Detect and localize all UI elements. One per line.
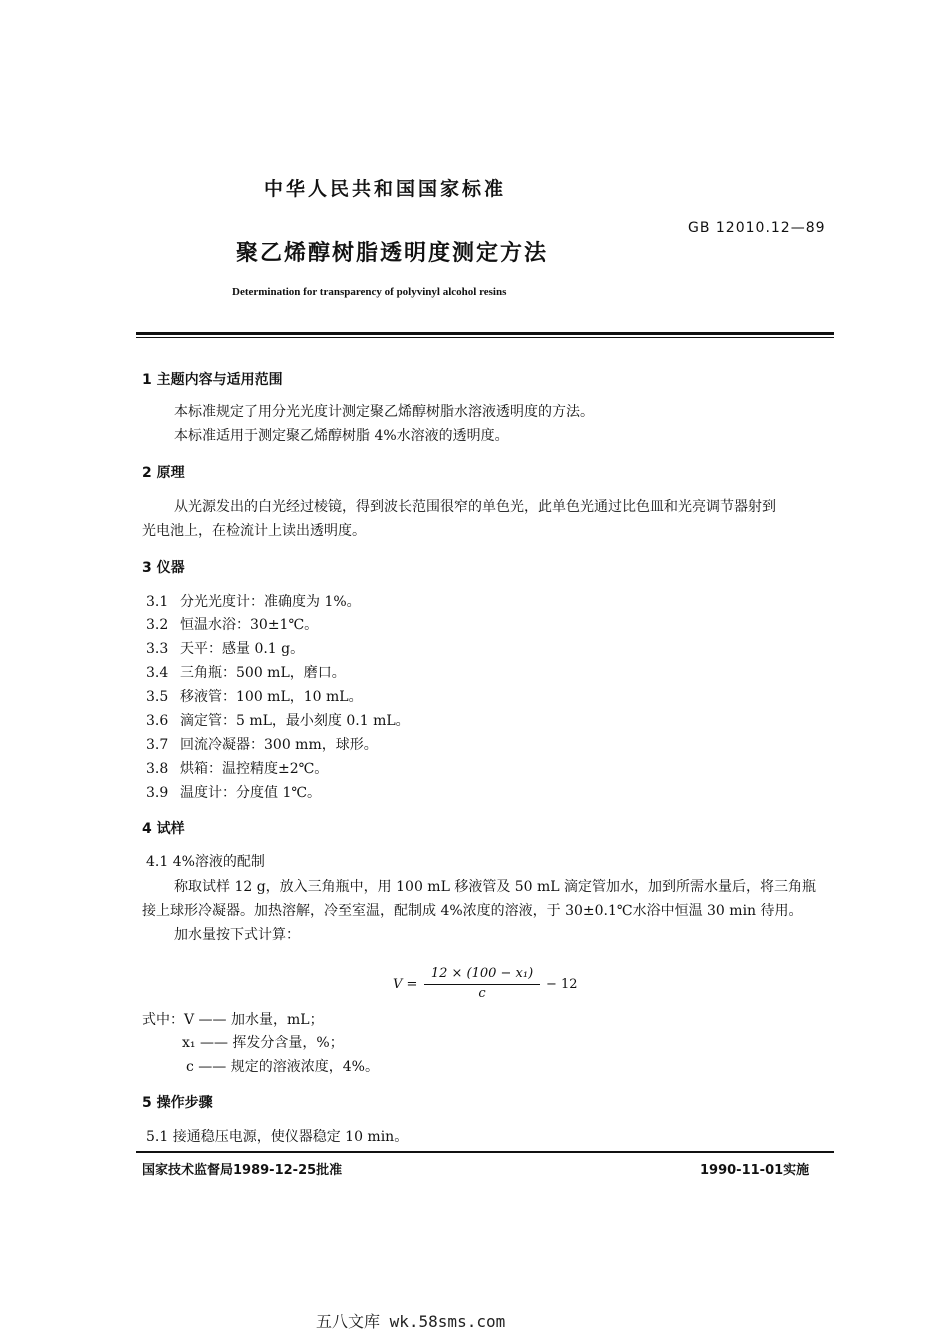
where-line-1: 式中：V —— 加水量，mL；: [142, 1012, 324, 1028]
national-standard-title: 中华人民共和国国家标准: [264, 178, 507, 200]
list-item: 3.2 恒温水浴：30±1℃。: [146, 617, 319, 633]
watermark: 五八文库 wk.58sms.com: [316, 1312, 506, 1331]
section-4-1-heading: 4.1 4%溶液的配制: [146, 854, 265, 870]
approval-date: 国家技术监督局1989-12-25批准: [142, 1163, 343, 1178]
formula-numerator: 12 × (100 − x₁): [430, 966, 534, 981]
list-item: 3.3 天平：感量 0.1 g。: [146, 641, 305, 657]
section-2-heading: 2 原理: [142, 465, 185, 481]
section-1-paragraph-1: 本标准规定了用分光光度计测定聚乙烯醇树脂水溶液透明度的方法。: [174, 404, 594, 420]
section-2-line-1: 从光源发出的白光经过棱镜，得到波长范围很窄的单色光，此单色光通过比色皿和光亮调节器射到: [174, 499, 776, 515]
section-4-line-1: 称取试样 12 g，放入三角瓶中，用 100 mL 移液管及 50 mL 滴定管加水，加到所需水量后，将三角瓶: [174, 879, 817, 895]
formula-lhs: V =: [393, 977, 418, 992]
formula-denominator: c: [478, 986, 486, 1001]
list-item: 3.6 滴定管：5 mL，最小刻度 0.1 mL。: [146, 713, 410, 729]
section-5-heading: 5 操作步骤: [142, 1095, 213, 1111]
header-rule-thin: [136, 337, 834, 338]
where-line-2: x₁ —— 挥发分含量，%；: [182, 1035, 344, 1051]
section-1-heading: 1 主题内容与适用范围: [142, 372, 283, 388]
standard-number: GB 12010.12—89: [688, 220, 826, 236]
formula-rhs: − 12: [546, 977, 578, 992]
section-2-line-2: 光电池上，在检流计上读出透明度。: [142, 523, 366, 539]
list-item: 3.9 温度计：分度值 1℃。: [146, 785, 322, 801]
list-item: 3.5 移液管：100 mL，10 mL。: [146, 689, 363, 705]
section-3-heading: 3 仪器: [142, 560, 185, 576]
list-item: 3.8 烘箱：温控精度±2℃。: [146, 761, 329, 777]
where-line-3: c —— 规定的溶液浓度，4%。: [186, 1059, 379, 1075]
effective-date: 1990-11-01实施: [700, 1163, 810, 1178]
formula-fraction-bar: [424, 984, 540, 985]
document-title: 聚乙烯醇树脂透明度测定方法: [236, 241, 549, 266]
header-rule-thick: [136, 332, 834, 335]
section-1-paragraph-2: 本标准适用于测定聚乙烯醇树脂 4%水溶液的透明度。: [174, 428, 509, 444]
section-4-heading: 4 试样: [142, 821, 185, 837]
section-4-line-3: 加水量按下式计算：: [174, 927, 300, 943]
list-item: 3.1 分光光度计：准确度为 1%。: [146, 594, 361, 610]
list-item: 3.4 三角瓶：500 mL，磨口。: [146, 665, 346, 681]
english-title: Determination for transparency of polyvinyl alcohol resins: [232, 286, 507, 298]
list-item: 3.7 回流冷凝器：300 mm，球形。: [146, 737, 378, 753]
footer-rule: [136, 1151, 834, 1153]
section-5-1: 5.1 接通稳压电源，使仪器稳定 10 min。: [146, 1129, 409, 1145]
section-4-line-2: 接上球形冷凝器。加热溶解，冷至室温，配制成 4%浓度的溶液，于 30±0.1℃水浴中恒温 30 min 待用。: [142, 903, 803, 919]
